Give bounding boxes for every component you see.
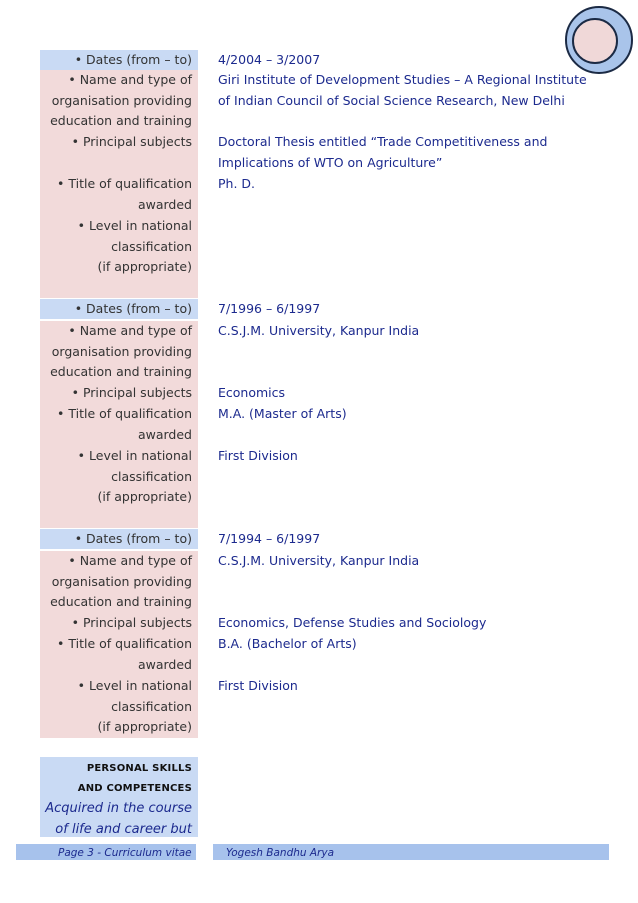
organisation-label: • Name and type of organisation providing education and training bbox=[40, 321, 198, 383]
subjects-row bbox=[40, 613, 620, 634]
qualification-row bbox=[40, 174, 620, 216]
level-row bbox=[40, 676, 620, 738]
dates-value: 7/1996 – 6/1997 bbox=[218, 301, 321, 316]
qualification-label: • Title of qualification awarded bbox=[40, 174, 198, 216]
organisation-row bbox=[40, 551, 620, 613]
organisation-row bbox=[40, 321, 620, 383]
footer-page-label: Page 3 - Curriculum vitae bbox=[58, 847, 192, 859]
personal-skills-section bbox=[40, 757, 198, 837]
level-value: First Division bbox=[218, 678, 298, 693]
qualification-row bbox=[40, 634, 620, 676]
dates-row bbox=[40, 50, 620, 70]
dates-row bbox=[40, 299, 620, 319]
organisation-value: Giri Institute of Development Studies – A Regional Institute of Indian Council of Social Science Research, New Delhi bbox=[218, 72, 587, 108]
organisation-label: • Name and type of organisation providing education and training bbox=[40, 551, 198, 613]
subjects-row bbox=[40, 383, 620, 404]
organisation-label: • Name and type of organisation providing education and training bbox=[40, 70, 198, 132]
subjects-value: Economics, Defense Studies and Sociology bbox=[218, 615, 487, 630]
level-label: • Level in national classification (if appropriate) bbox=[40, 676, 198, 738]
dates-label: • Dates (from – to) bbox=[40, 50, 198, 70]
level-row bbox=[40, 216, 620, 278]
subjects-label: • Principal subjects bbox=[40, 132, 198, 174]
section-heading-line-2: AND COMPETENCES bbox=[77, 783, 192, 794]
level-label: • Level in national classification (if appropriate) bbox=[40, 446, 198, 508]
spacer bbox=[40, 278, 198, 298]
dates-value: 4/2004 – 3/2007 bbox=[218, 52, 321, 67]
qualification-value: M.A. (Master of Arts) bbox=[218, 406, 347, 421]
dates-label: • Dates (from – to) bbox=[40, 299, 198, 319]
level-label: • Level in national classification (if appropriate) bbox=[40, 216, 198, 278]
qualification-label: • Title of qualification awarded bbox=[40, 634, 198, 676]
qualification-label: • Title of qualification awarded bbox=[40, 404, 198, 446]
section-heading-line-1: PERSONAL SKILLS bbox=[86, 763, 192, 774]
spacer bbox=[40, 508, 198, 528]
dates-row bbox=[40, 529, 620, 549]
level-value: First Division bbox=[218, 448, 298, 463]
organisation-value: C.S.J.M. University, Kanpur India bbox=[218, 553, 420, 568]
qualification-value: B.A. (Bachelor of Arts) bbox=[218, 636, 357, 651]
dates-label: • Dates (from – to) bbox=[40, 529, 198, 549]
section-intro-line-2: of life and career but bbox=[55, 821, 192, 837]
subjects-value: Economics bbox=[218, 385, 286, 400]
level-row bbox=[40, 446, 620, 508]
subjects-row bbox=[40, 132, 620, 174]
subjects-label: • Principal subjects bbox=[40, 613, 198, 634]
footer-author-name: Yogesh Bandhu Arya bbox=[226, 847, 335, 859]
dates-value: 7/1994 – 6/1997 bbox=[218, 531, 321, 546]
qualification-value: Ph. D. bbox=[218, 176, 256, 191]
qualification-row bbox=[40, 404, 620, 446]
organisation-row bbox=[40, 70, 620, 132]
section-intro-line-1: Acquired in the course bbox=[45, 801, 192, 816]
subjects-value: Doctoral Thesis entitled “Trade Competitiveness and Implications of WTO on Agriculture” bbox=[218, 134, 548, 170]
organisation-value: C.S.J.M. University, Kanpur India bbox=[218, 323, 420, 338]
subjects-label: • Principal subjects bbox=[40, 383, 198, 404]
